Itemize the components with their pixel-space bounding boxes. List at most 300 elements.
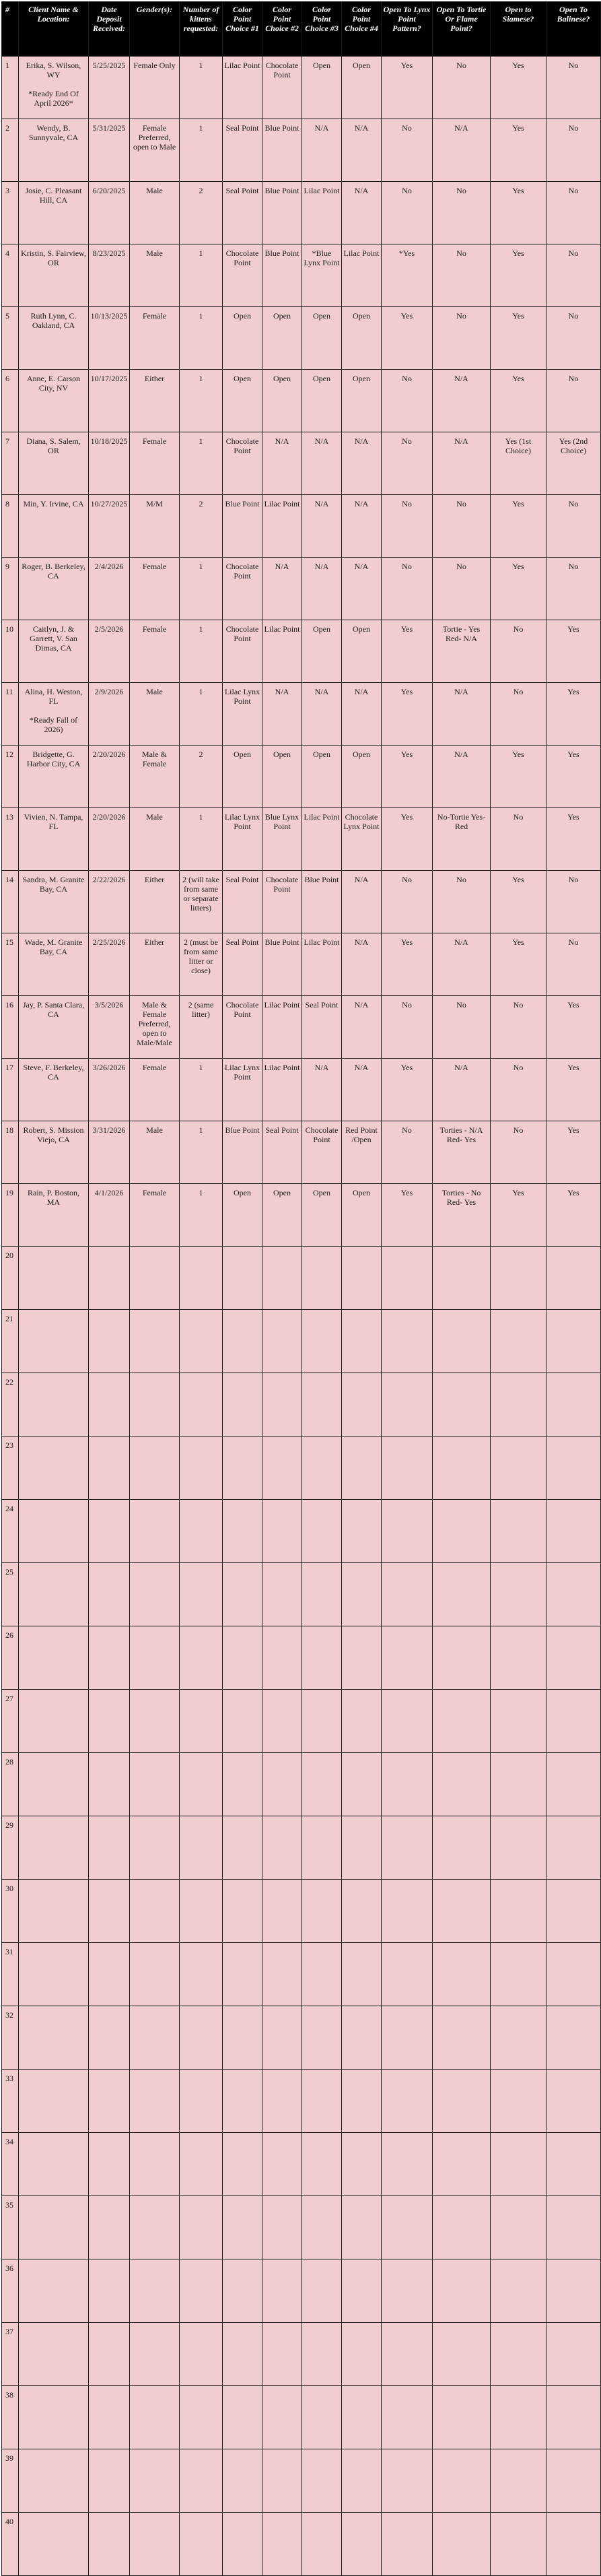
kittens-cell [180, 2133, 223, 2196]
waitlist-table [1, 1, 601, 2576]
tortie-cell [433, 2449, 491, 2513]
color-point-3-cell: Chocolate Point [302, 1121, 342, 1184]
color-point-3-cell: N/A [302, 683, 342, 746]
siamese-cell [491, 2006, 546, 2070]
tortie-cell [433, 2196, 491, 2259]
color-point-3-cell [302, 1500, 342, 1563]
header-number: # [2, 2, 19, 57]
kittens-cell [180, 2449, 223, 2513]
siamese-cell: Yes (1st Choice) [491, 432, 546, 495]
balinese-cell: No [546, 495, 601, 558]
lynx-cell [382, 2513, 433, 2576]
color-point-1-cell [223, 2006, 262, 2070]
lynx-cell [382, 2449, 433, 2513]
row-number: 13 [2, 808, 19, 871]
row-number: 19 [2, 1184, 19, 1247]
color-point-2-cell [262, 2196, 302, 2259]
table-row [2, 2133, 601, 2196]
gender-cell [130, 2386, 180, 2449]
client-name: Sandra, M. Granite Bay, CA [22, 875, 85, 894]
siamese-cell: Yes [491, 182, 546, 244]
color-point-3-cell: Seal Point [302, 996, 342, 1059]
client-cell [19, 182, 89, 244]
kittens-cell: 2 (same litter) [180, 996, 223, 1059]
row-number: 1 [2, 57, 19, 119]
lynx-cell: Yes [382, 683, 433, 746]
balinese-cell [546, 1626, 601, 1690]
tortie-cell: N/A [433, 432, 491, 495]
color-point-1-cell: Open [223, 1184, 262, 1247]
kittens-cell: 1 [180, 558, 223, 620]
date-cell [89, 2513, 130, 2576]
row-number: 29 [2, 1816, 19, 1880]
date-cell: 3/31/2026 [89, 1121, 130, 1184]
color-point-3-cell: Blue Point [302, 871, 342, 933]
balinese-cell [546, 1436, 601, 1500]
color-point-3-cell: N/A [302, 1059, 342, 1121]
client-cell [19, 1500, 89, 1563]
table-row [2, 182, 601, 244]
tortie-cell [433, 2070, 491, 2133]
client-ready-note: *Ready End Of April 2026* [28, 89, 79, 108]
kittens-cell: 2 (must be from same litter or close) [180, 933, 223, 996]
row-number: 12 [2, 746, 19, 808]
date-cell: 2/22/2026 [89, 871, 130, 933]
tortie-cell [433, 2323, 491, 2386]
color-point-3-cell [302, 1373, 342, 1436]
lynx-cell: Yes [382, 808, 433, 871]
date-cell: 3/26/2026 [89, 1059, 130, 1121]
date-cell: 10/27/2025 [89, 495, 130, 558]
table-row [2, 933, 601, 996]
siamese-cell [491, 1816, 546, 1880]
table-row [2, 1184, 601, 1247]
siamese-cell [491, 2386, 546, 2449]
color-point-4-cell [342, 2323, 382, 2386]
date-cell [89, 2006, 130, 2070]
color-point-3-cell [302, 1880, 342, 1943]
client-cell [19, 1184, 89, 1247]
row-number: 28 [2, 1753, 19, 1816]
gender-cell [130, 1753, 180, 1816]
color-point-3-cell: Lilac Point [302, 808, 342, 871]
lynx-cell [382, 2133, 433, 2196]
client-cell [19, 1059, 89, 1121]
lynx-cell [382, 2006, 433, 2070]
gender-cell: Female [130, 1184, 180, 1247]
header-lynx: Open To Lynx Point Pattern? [382, 2, 433, 57]
color-point-3-cell: Open [302, 1184, 342, 1247]
color-point-2-cell [262, 1880, 302, 1943]
balinese-cell [546, 2259, 601, 2323]
siamese-cell [491, 2133, 546, 2196]
table-row [2, 1247, 601, 1310]
date-cell [89, 1310, 130, 1373]
balinese-cell: No [546, 871, 601, 933]
color-point-4-cell: N/A [342, 182, 382, 244]
balinese-cell: Yes [546, 996, 601, 1059]
color-point-2-cell: Open [262, 370, 302, 432]
color-point-4-cell [342, 2259, 382, 2323]
date-cell: 2/20/2026 [89, 746, 130, 808]
header-kittens: Number of kittens requested: [180, 2, 223, 57]
kittens-cell [180, 1816, 223, 1880]
color-point-1-cell: Open [223, 307, 262, 370]
color-point-4-cell [342, 2070, 382, 2133]
gender-cell [130, 2070, 180, 2133]
kittens-cell [180, 2070, 223, 2133]
kittens-cell: 2 [180, 495, 223, 558]
date-cell: 8/23/2025 [89, 244, 130, 307]
color-point-1-cell: Chocolate Point [223, 996, 262, 1059]
siamese-cell: Yes [491, 871, 546, 933]
lynx-cell [382, 2196, 433, 2259]
tortie-cell: No [433, 57, 491, 119]
client-cell [19, 2513, 89, 2576]
color-point-2-cell [262, 2323, 302, 2386]
gender-cell: Female Only [130, 57, 180, 119]
header-row [2, 2, 601, 57]
balinese-cell: No [546, 244, 601, 307]
row-number: 21 [2, 1310, 19, 1373]
kittens-cell: 1 [180, 620, 223, 683]
color-point-3-cell [302, 2196, 342, 2259]
gender-cell: Male & Female [130, 746, 180, 808]
kittens-cell [180, 1247, 223, 1310]
tortie-cell [433, 1373, 491, 1436]
tortie-cell: No [433, 182, 491, 244]
gender-cell [130, 1563, 180, 1626]
color-point-2-cell [262, 2070, 302, 2133]
balinese-cell [546, 2513, 601, 2576]
color-point-3-cell: N/A [302, 558, 342, 620]
client-cell [19, 1436, 89, 1500]
date-cell: 6/20/2025 [89, 182, 130, 244]
balinese-cell: Yes [546, 683, 601, 746]
header-balinese: Open To Balinese? [546, 2, 601, 57]
color-point-4-cell [342, 1943, 382, 2006]
tortie-cell: N/A [433, 370, 491, 432]
date-cell: 2/20/2026 [89, 808, 130, 871]
row-number: 22 [2, 1373, 19, 1436]
row-number: 16 [2, 996, 19, 1059]
row-number: 3 [2, 182, 19, 244]
gender-cell [130, 2449, 180, 2513]
gender-cell [130, 2513, 180, 2576]
row-number: 40 [2, 2513, 19, 2576]
color-point-4-cell [342, 1247, 382, 1310]
siamese-cell: Yes [491, 57, 546, 119]
client-cell [19, 683, 89, 746]
client-cell [19, 808, 89, 871]
gender-cell: Either [130, 933, 180, 996]
client-name: Kristin, S. Fairview, OR [21, 249, 86, 267]
color-point-2-cell: Chocolate Point [262, 57, 302, 119]
client-cell [19, 1310, 89, 1373]
date-cell: 10/13/2025 [89, 307, 130, 370]
lynx-cell: No [382, 182, 433, 244]
client-name: Vivien, N. Tampa, FL [24, 812, 83, 831]
gender-cell: Male [130, 244, 180, 307]
tortie-cell: No [433, 495, 491, 558]
tortie-cell: No [433, 871, 491, 933]
siamese-cell [491, 2259, 546, 2323]
kittens-cell: 1 [180, 119, 223, 182]
client-name: Anne, E. Carson City, NV [26, 374, 81, 393]
color-point-4-cell [342, 1626, 382, 1690]
lynx-cell: No [382, 1121, 433, 1184]
gender-cell [130, 1690, 180, 1753]
siamese-cell [491, 1943, 546, 2006]
siamese-cell: Yes [491, 1184, 546, 1247]
header-color-point-1: Color Point Choice #1 [223, 2, 262, 57]
client-cell [19, 2386, 89, 2449]
color-point-2-cell: N/A [262, 683, 302, 746]
kittens-cell [180, 2259, 223, 2323]
kittens-cell: 1 [180, 244, 223, 307]
color-point-4-cell [342, 1880, 382, 1943]
gender-cell: Male [130, 182, 180, 244]
kittens-cell [180, 2323, 223, 2386]
balinese-cell: Yes [546, 1121, 601, 1184]
kittens-cell [180, 1500, 223, 1563]
date-cell [89, 1247, 130, 1310]
siamese-cell: No [491, 808, 546, 871]
client-name: Jay, P. Santa Clara, CA [22, 1000, 85, 1019]
kittens-cell: 1 [180, 307, 223, 370]
client-name: Ruth Lynn, C. Oakland, CA [30, 311, 77, 330]
color-point-1-cell [223, 1373, 262, 1436]
tortie-cell [433, 1500, 491, 1563]
client-cell [19, 2070, 89, 2133]
table-row [2, 2006, 601, 2070]
client-cell [19, 746, 89, 808]
balinese-cell: Yes [546, 808, 601, 871]
table-row [2, 683, 601, 746]
color-point-4-cell [342, 2006, 382, 2070]
color-point-1-cell [223, 1880, 262, 1943]
client-cell [19, 1563, 89, 1626]
balinese-cell [546, 1943, 601, 2006]
table-row [2, 1753, 601, 1816]
date-cell [89, 2323, 130, 2386]
siamese-cell: No [491, 683, 546, 746]
siamese-cell [491, 2196, 546, 2259]
lynx-cell [382, 1500, 433, 1563]
balinese-cell [546, 1373, 601, 1436]
tortie-cell: No [433, 307, 491, 370]
row-number: 18 [2, 1121, 19, 1184]
color-point-3-cell: *Blue Lynx Point [302, 244, 342, 307]
row-number: 23 [2, 1436, 19, 1500]
gender-cell [130, 1626, 180, 1690]
row-number: 8 [2, 495, 19, 558]
table-row [2, 2070, 601, 2133]
siamese-cell [491, 2449, 546, 2513]
table-row [2, 558, 601, 620]
color-point-2-cell: Lilac Point [262, 996, 302, 1059]
client-cell [19, 244, 89, 307]
color-point-4-cell: N/A [342, 1059, 382, 1121]
balinese-cell: Yes (2nd Choice) [546, 432, 601, 495]
header-date: Date Deposit Received: [89, 2, 130, 57]
color-point-4-cell: N/A [342, 933, 382, 996]
client-cell [19, 1373, 89, 1436]
gender-cell [130, 1436, 180, 1500]
tortie-cell [433, 1753, 491, 1816]
date-cell [89, 1373, 130, 1436]
client-cell [19, 370, 89, 432]
color-point-4-cell [342, 1436, 382, 1500]
table-row [2, 2196, 601, 2259]
tortie-cell: N/A [433, 933, 491, 996]
client-cell [19, 2259, 89, 2323]
client-cell [19, 2006, 89, 2070]
tortie-cell [433, 1943, 491, 2006]
tortie-cell: Torties - No Red- Yes [433, 1184, 491, 1247]
balinese-cell: No [546, 119, 601, 182]
date-cell: 5/25/2025 [89, 57, 130, 119]
client-cell [19, 1880, 89, 1943]
color-point-4-cell [342, 1500, 382, 1563]
balinese-cell [546, 1690, 601, 1753]
date-cell: 2/5/2026 [89, 620, 130, 683]
color-point-2-cell [262, 2386, 302, 2449]
siamese-cell: Yes [491, 558, 546, 620]
table-row [2, 495, 601, 558]
siamese-cell: No [491, 1121, 546, 1184]
gender-cell [130, 2133, 180, 2196]
tortie-cell [433, 1880, 491, 1943]
lynx-cell [382, 1753, 433, 1816]
table-row [2, 1816, 601, 1880]
color-point-4-cell: N/A [342, 996, 382, 1059]
color-point-1-cell: Seal Point [223, 933, 262, 996]
color-point-2-cell: Open [262, 746, 302, 808]
client-cell [19, 1943, 89, 2006]
color-point-2-cell [262, 1753, 302, 1816]
color-point-4-cell [342, 1753, 382, 1816]
color-point-4-cell: N/A [342, 871, 382, 933]
color-point-4-cell: N/A [342, 119, 382, 182]
color-point-2-cell [262, 1816, 302, 1880]
row-number: 14 [2, 871, 19, 933]
row-number: 5 [2, 307, 19, 370]
tortie-cell [433, 1310, 491, 1373]
gender-cell: Male [130, 808, 180, 871]
table-row [2, 307, 601, 370]
client-cell [19, 996, 89, 1059]
color-point-2-cell [262, 2133, 302, 2196]
lynx-cell: *Yes [382, 244, 433, 307]
row-number: 15 [2, 933, 19, 996]
kittens-cell [180, 1880, 223, 1943]
kittens-cell [180, 2006, 223, 2070]
row-number: 9 [2, 558, 19, 620]
siamese-cell: No [491, 996, 546, 1059]
lynx-cell [382, 2323, 433, 2386]
table-row [2, 370, 601, 432]
color-point-1-cell [223, 1626, 262, 1690]
color-point-4-cell: Open [342, 1184, 382, 1247]
header-client: Client Name & Location: [19, 2, 89, 57]
color-point-3-cell: Open [302, 307, 342, 370]
balinese-cell [546, 2006, 601, 2070]
kittens-cell: 1 [180, 808, 223, 871]
siamese-cell [491, 1373, 546, 1436]
balinese-cell: No [546, 370, 601, 432]
row-number: 24 [2, 1500, 19, 1563]
gender-cell [130, 1310, 180, 1373]
client-name: Wendy, B. Sunnyvale, CA [28, 123, 79, 142]
color-point-2-cell: Open [262, 307, 302, 370]
lynx-cell: No [382, 119, 433, 182]
balinese-cell [546, 1500, 601, 1563]
color-point-2-cell [262, 1626, 302, 1690]
color-point-2-cell [262, 2006, 302, 2070]
color-point-2-cell [262, 1310, 302, 1373]
kittens-cell [180, 2196, 223, 2259]
color-point-4-cell: Open [342, 57, 382, 119]
row-number: 11 [2, 683, 19, 746]
color-point-2-cell [262, 1563, 302, 1626]
table-row [2, 620, 601, 683]
balinese-cell [546, 1247, 601, 1310]
color-point-4-cell: Red Point /Open [342, 1121, 382, 1184]
color-point-4-cell [342, 1816, 382, 1880]
siamese-cell [491, 2323, 546, 2386]
table-row [2, 871, 601, 933]
color-point-3-cell [302, 2323, 342, 2386]
row-number: 38 [2, 2386, 19, 2449]
header-color-point-2: Color Point Choice #2 [262, 2, 302, 57]
siamese-cell [491, 1247, 546, 1310]
color-point-1-cell [223, 1690, 262, 1753]
siamese-cell: No [491, 620, 546, 683]
lynx-cell [382, 1247, 433, 1310]
client-name: Caitlyn, J. & Garrett, V. San Dimas, CA [30, 624, 77, 653]
balinese-cell [546, 2386, 601, 2449]
client-name: Rain, P. Boston, MA [27, 1188, 79, 1207]
siamese-cell: Yes [491, 370, 546, 432]
balinese-cell: Yes [546, 620, 601, 683]
row-number: 10 [2, 620, 19, 683]
date-cell [89, 2070, 130, 2133]
waitlist-sheet [1, 1, 600, 2576]
color-point-2-cell [262, 1690, 302, 1753]
client-cell [19, 558, 89, 620]
row-number: 31 [2, 1943, 19, 2006]
siamese-cell [491, 1880, 546, 1943]
lynx-cell [382, 1563, 433, 1626]
tortie-cell: No-Tortie Yes- Red [433, 808, 491, 871]
color-point-3-cell: Open [302, 746, 342, 808]
balinese-cell: No [546, 307, 601, 370]
lynx-cell [382, 1690, 433, 1753]
client-cell [19, 119, 89, 182]
table-row [2, 1059, 601, 1121]
lynx-cell: Yes [382, 307, 433, 370]
header-color-point-3: Color Point Choice #3 [302, 2, 342, 57]
color-point-1-cell: Blue Point [223, 1121, 262, 1184]
color-point-4-cell: Open [342, 307, 382, 370]
siamese-cell: Yes [491, 933, 546, 996]
color-point-3-cell [302, 1816, 342, 1880]
color-point-3-cell [302, 2259, 342, 2323]
color-point-1-cell [223, 2133, 262, 2196]
date-cell: 5/31/2025 [89, 119, 130, 182]
color-point-1-cell: Blue Point [223, 495, 262, 558]
